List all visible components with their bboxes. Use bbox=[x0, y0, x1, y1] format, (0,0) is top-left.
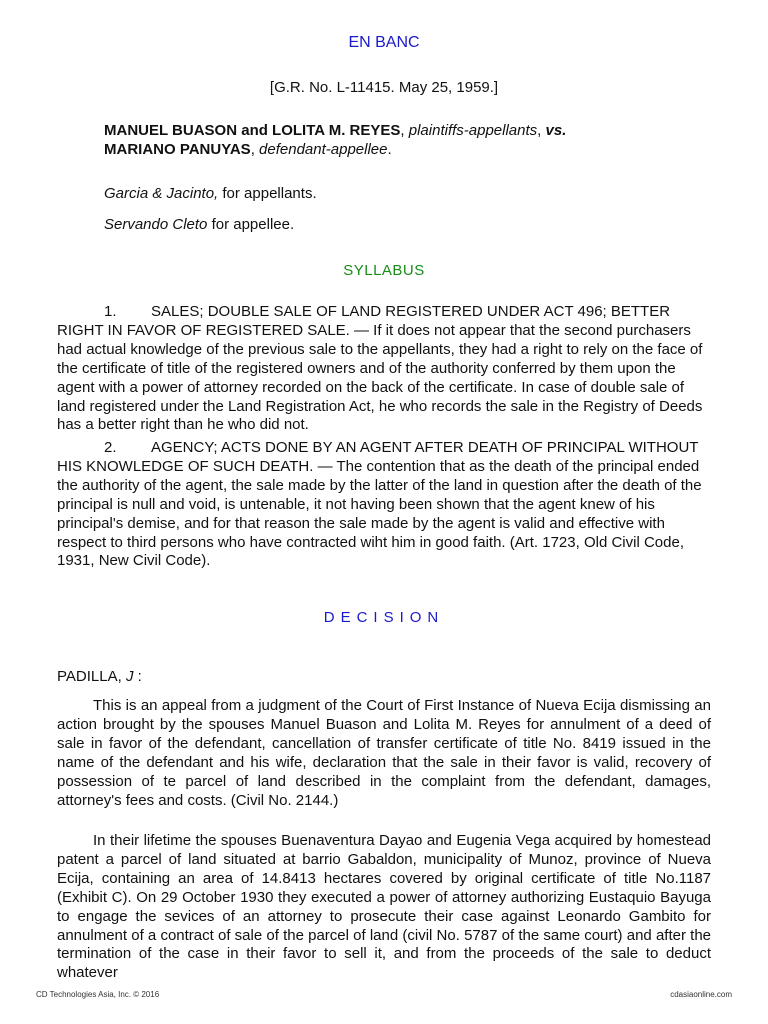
decision-heading: DECISION bbox=[323, 609, 445, 626]
syllabus-item-number: 1. bbox=[104, 303, 117, 320]
versus-text: vs. bbox=[545, 122, 567, 139]
appellants-counsel-text: for appellants. bbox=[218, 185, 317, 202]
defendant-role: defendant-appellee bbox=[259, 141, 388, 158]
paragraph-text: In their lifetime the spouses Buenaventura Dayao and Eugenia Vega acquired by homestead patent a parcel of land situated at barrio Gabaldon, municipality of Munoz, province of Nueva Ecija, containing an area of 14.8413 hectares covered by original certificate of title No.1187 (Exhibit C). On 29 October 1930 they executed a power of attorney authorizing Eustaquio Bayuga to engage the sevices of an attorney to prosecute their case against Leonardo Gambito for annulment of a contract of sale of the parcel of land (civil No. 5787 of the same court) and after the termination of the case in their favor to sell it, and from the proceeds of the sale to deduct whatever bbox=[57, 832, 711, 982]
ponente-name: PADILLA, bbox=[57, 668, 122, 685]
plaintiffs-role: plaintiffs-appellants bbox=[408, 122, 538, 139]
syllabus-item-text: SALES; DOUBLE SALE OF LAND REGISTERED UNDER ACT 496; BETTER RIGHT IN FAVOR OF REGISTERED SALE. — If it does not appear that the second purchasers had actual knowledge of the previous sale to the appellants, they had a right to rely on the face of the certificate of title of the registered owners and of the authority conferred by them upon the agent with a power of attorney recorded on the back of the certificate. In case of double sale of land registered under the Land Registration Act, he who records the sale in the Registry of Deeds has a better right than he who did not. bbox=[57, 303, 703, 434]
footer-publisher: CD Technologies Asia, Inc. © 2016 bbox=[36, 990, 160, 999]
syllabus-item bbox=[57, 303, 713, 435]
appellee-counsel-name: Servando Cleto bbox=[104, 216, 208, 233]
syllabus-heading: SYLLABUS bbox=[343, 262, 425, 279]
decision-paragraph bbox=[57, 832, 711, 990]
case-number: [G.R. No. L-11415. May 25, 1959.] bbox=[269, 79, 499, 96]
counsel-appellee bbox=[104, 216, 294, 233]
footer-website: cdasiaonline.com bbox=[670, 990, 732, 999]
ponente-suffix: J bbox=[125, 668, 134, 685]
paragraph-text: This is an appeal from a judgment of the Court of First Instance of Nueva Ecija dismissing an action brought by the spouses Manuel Buason and Lolita M. Reyes for annulment of a deed of sale in favor of the defendant, cancellation of transfer certificate of title No. 8419 issued in the name of the defendant and his wife, declaration that the sale in their favor is valid, recovery of possession of te parcel of land described in the complaint from the defendant, damages, attorney's fees and costs. (Civil No. 2144.) bbox=[57, 697, 711, 809]
ponente bbox=[57, 668, 142, 685]
ponente-colon: : bbox=[133, 668, 142, 685]
appellants-counsel-name: Garcia & Jacinto, bbox=[104, 185, 219, 202]
syllabus-item-number: 2. bbox=[104, 439, 117, 456]
syllabus-item bbox=[57, 439, 713, 571]
appellee-counsel-text: for appellee. bbox=[207, 216, 295, 233]
decision-paragraph bbox=[57, 697, 711, 810]
plaintiffs-names: MANUEL BUASON and LOLITA M. REYES bbox=[104, 122, 401, 139]
court-division: EN BANC bbox=[348, 34, 420, 51]
syllabus-item-text: AGENCY; ACTS DONE BY AN AGENT AFTER DEATH OF PRINCIPAL WITHOUT HIS KNOWLEDGE OF SUCH DEATH. — The contention that as the death of the principal ended the authority of the agent, the sale made by the latter of the land in question after the death of the principal is null and void, is untenable, it not having been shown that the agent knew of his principal's demise, and for that reason the sale made by the agent is valid and effective with respect to third persons who have contracted wiht him in good faith. (Art. 1723, Old Civil Code, 1931, New Civil Code). bbox=[57, 439, 702, 570]
counsel-appellants bbox=[104, 185, 317, 202]
case-parties: MANUEL BUASON and LOLITA M. REYES, plaintiffs-appellants, vs. MARIANO PANUYAS, defendant-appellee. bbox=[104, 122, 567, 158]
defendant-name: MARIANO PANUYAS bbox=[104, 141, 251, 158]
